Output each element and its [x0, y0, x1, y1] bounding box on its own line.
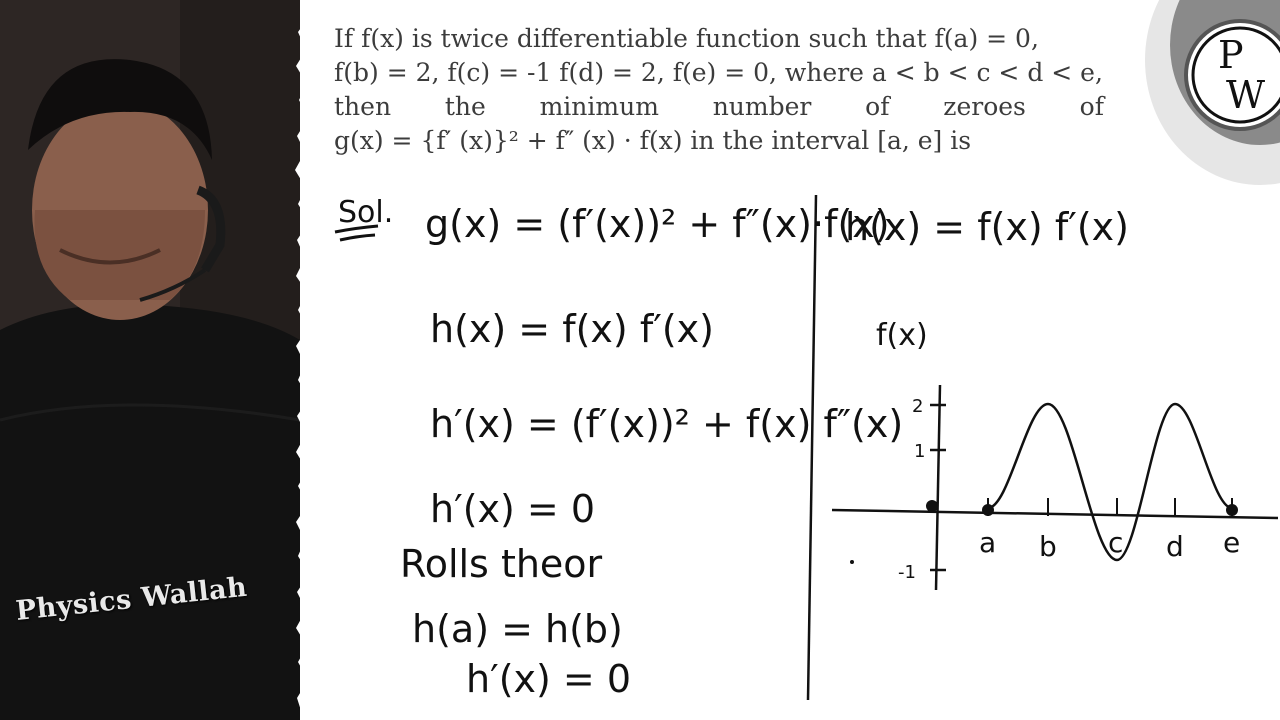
- origin-point: [926, 500, 938, 512]
- xtick-label-e: e: [1223, 526, 1241, 559]
- stray-dot: [850, 560, 854, 564]
- question-line-2: f(b) = 2, f(c) = -1 f(d) = 2, f(e) = 0, where a < b < c < d < e,: [334, 58, 1103, 87]
- watermark-text: Physics Wallah: [14, 571, 249, 627]
- question-word: of: [865, 92, 890, 121]
- graph-ylabel: f(x): [876, 318, 928, 353]
- logo-letter-w: W: [1226, 73, 1266, 117]
- solution-step-1: g(x) = (f′(x))² + f″(x)·f(x): [425, 202, 890, 246]
- pw-logo: [1140, 0, 1280, 190]
- function-graph: [832, 318, 1278, 590]
- question-text: [334, 22, 1104, 158]
- question-line-4: g(x) = {f′ (x)}² + f″ (x) · f(x) in the interval [a, e] is: [334, 126, 972, 155]
- presenter-video: [0, 0, 300, 720]
- solution-step-4: h′(x) = 0: [430, 487, 596, 531]
- question-word: minimum: [539, 92, 659, 121]
- solution-step-2: h(x) = f(x) f′(x): [430, 307, 714, 351]
- solution-step-7: h′(x) = 0: [466, 657, 632, 701]
- root-point-e: [1226, 504, 1238, 516]
- solution-step-6: h(a) = h(b): [412, 607, 623, 651]
- question-word: number: [712, 92, 812, 121]
- ytick-label: 2: [912, 396, 924, 417]
- root-point-a: [982, 504, 994, 516]
- question-word: the: [444, 92, 486, 121]
- graph-y-axis: [936, 385, 940, 590]
- question-word: zeroes: [943, 92, 1026, 121]
- xtick-label-d: d: [1166, 530, 1184, 563]
- xtick-label-c: c: [1108, 526, 1124, 559]
- question-line-3: [334, 90, 1104, 124]
- graph-x-axis: [832, 510, 1278, 518]
- question-word: of: [1079, 92, 1104, 121]
- xtick-label-b: b: [1039, 530, 1057, 563]
- question-line-1: If f(x) is twice differentiable function such that f(a) = 0,: [334, 24, 1039, 53]
- ytick-label: 1: [914, 441, 926, 462]
- sol-label: Sol.: [338, 195, 394, 230]
- right-header-equation: h(x) = f(x) f′(x): [845, 205, 1129, 249]
- xtick-label-a: a: [979, 526, 997, 559]
- question-word: then: [334, 92, 392, 121]
- torn-paper-edge: [292, 0, 318, 720]
- solution-step-5: Rolls theor: [400, 542, 603, 586]
- logo-letter-p: P: [1218, 33, 1244, 77]
- ytick-label: -1: [898, 562, 916, 583]
- solution-step-3: h′(x) = (f′(x))² + f(x) f″(x): [430, 402, 904, 446]
- function-curve: [988, 404, 1232, 560]
- divider-line: [808, 195, 816, 700]
